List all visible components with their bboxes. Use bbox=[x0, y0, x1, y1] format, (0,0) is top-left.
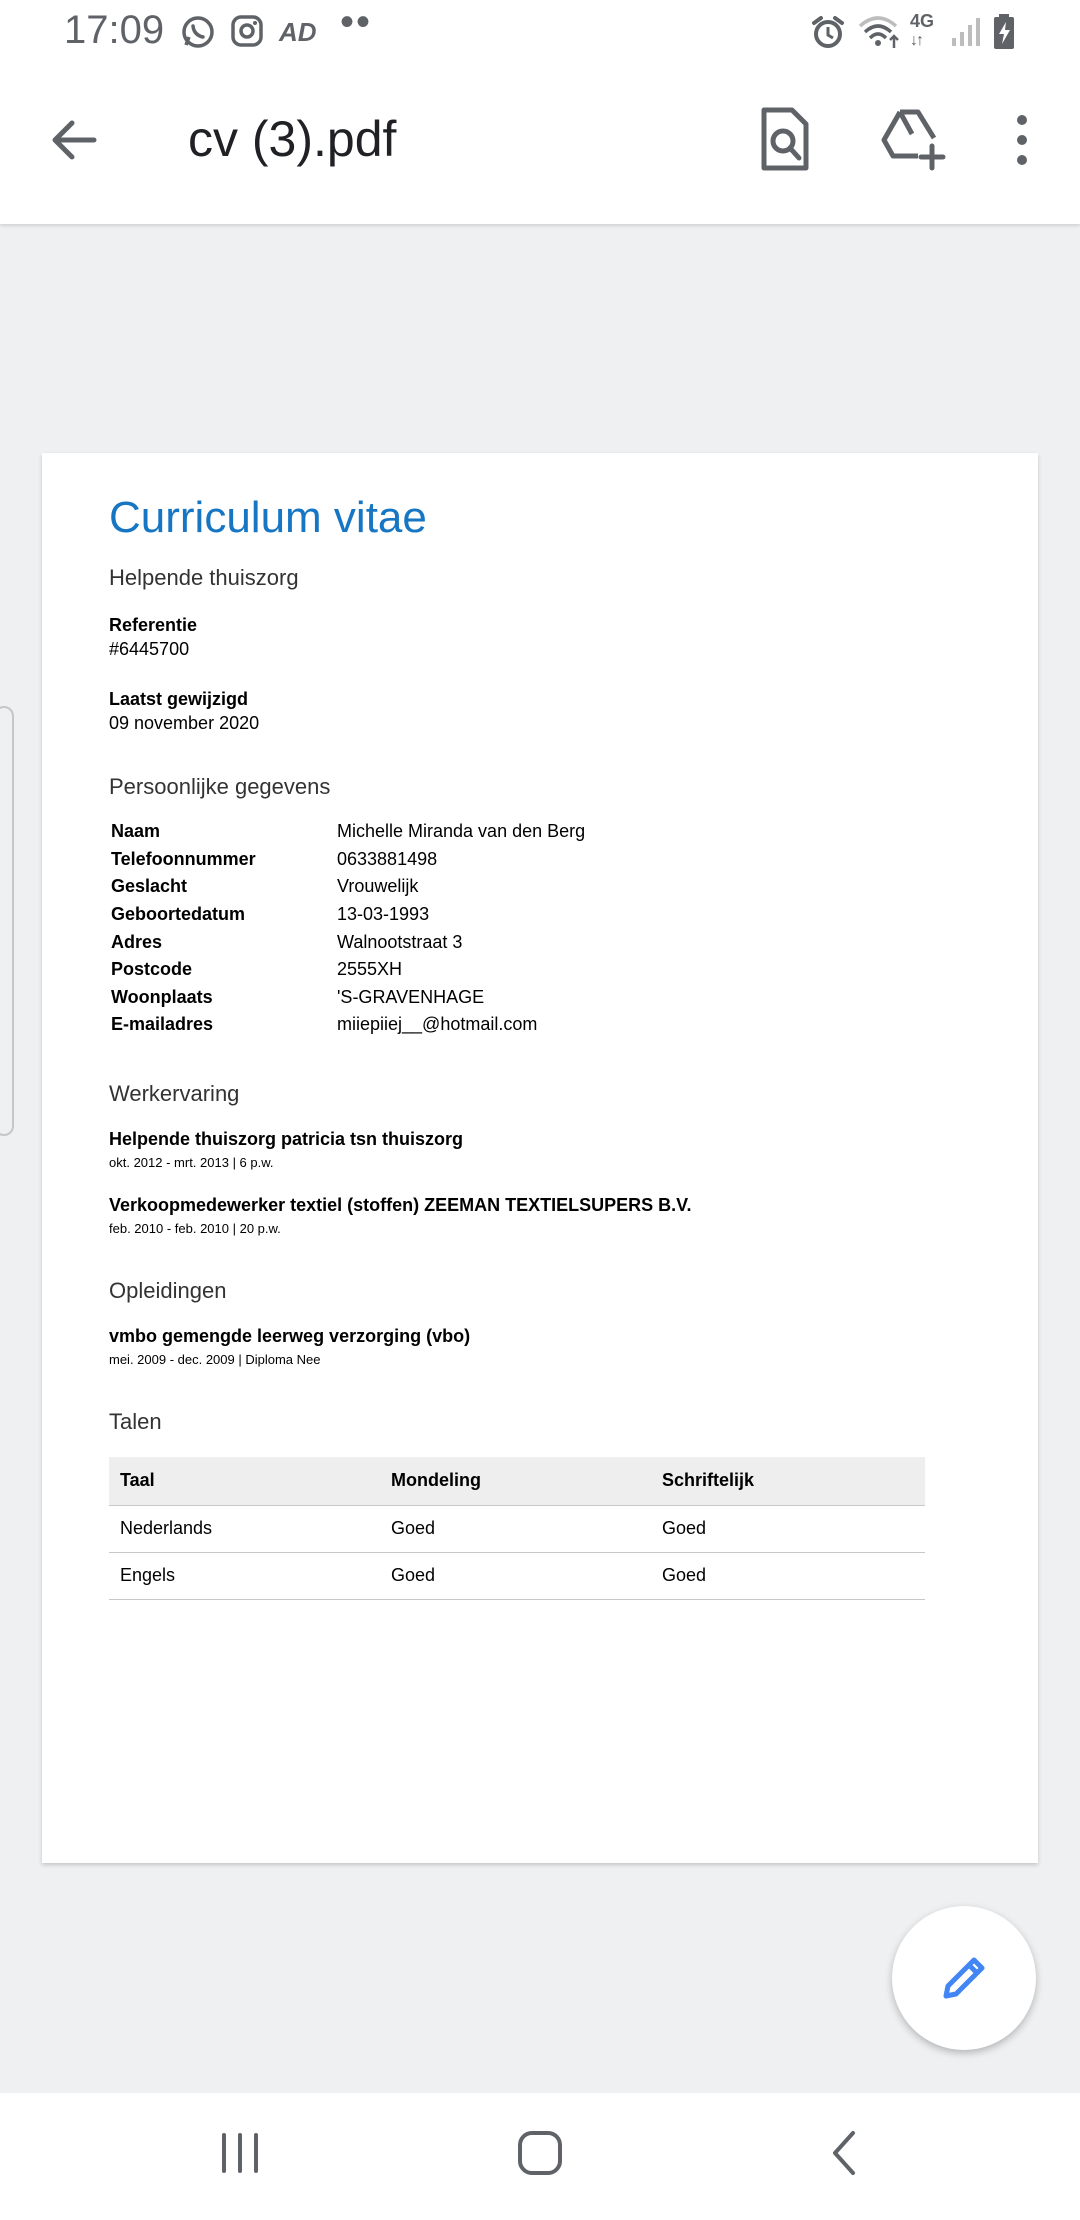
side-panel-handle[interactable] bbox=[0, 706, 14, 1136]
add-to-drive-icon bbox=[878, 104, 946, 172]
edit-fab-button[interactable] bbox=[892, 1906, 1036, 2050]
table-cell: Nederlands bbox=[109, 1505, 380, 1552]
home-button[interactable] bbox=[510, 2123, 570, 2183]
alarm-icon bbox=[810, 14, 846, 50]
detail-key: Postcode bbox=[111, 959, 193, 980]
svg-text:AD: AD bbox=[279, 17, 317, 47]
back-nav-icon bbox=[815, 2123, 875, 2183]
signal-icon bbox=[950, 14, 984, 48]
education-title: vmbo gemengde leerweg verzorging (vbo) bbox=[109, 1325, 471, 1346]
detail-value: 0633881498 bbox=[337, 848, 438, 869]
column-header: Taal bbox=[109, 1457, 380, 1506]
table-row bbox=[109, 928, 587, 956]
table-row bbox=[109, 846, 587, 874]
reference-label: Referentie bbox=[109, 615, 198, 635]
table-cell: Goed bbox=[651, 1505, 925, 1552]
system-nav-bar bbox=[0, 2093, 1080, 2220]
wifi-icon bbox=[858, 14, 902, 50]
find-in-document-button[interactable] bbox=[752, 106, 816, 174]
detail-value: 2555XH bbox=[337, 959, 403, 980]
languages-heading: Talen bbox=[109, 1408, 162, 1434]
table-row bbox=[109, 901, 587, 929]
more-vert-icon bbox=[1002, 110, 1042, 170]
work-heading: Werkervaring bbox=[109, 1080, 240, 1106]
modified-value: 09 november 2020 bbox=[109, 713, 260, 733]
back-button[interactable] bbox=[44, 110, 104, 170]
work-meta: feb. 2010 - feb. 2010 | 20 p.w. bbox=[109, 1220, 281, 1236]
work-item bbox=[109, 1195, 929, 1236]
recents-button[interactable] bbox=[210, 2123, 270, 2183]
whatsapp-icon bbox=[180, 14, 216, 50]
work-title: Verkoopmedewerker textiel (stoffen) ZEEMAN TEXTIELSUPERS B.V. bbox=[109, 1194, 692, 1215]
table-cell: Goed bbox=[380, 1552, 651, 1599]
reference-value: #6445700 bbox=[109, 639, 190, 659]
table-cell: Goed bbox=[651, 1552, 925, 1599]
instagram-icon bbox=[230, 14, 264, 48]
detail-value: 13-03-1993 bbox=[337, 904, 430, 925]
app-bar bbox=[0, 66, 1080, 224]
personal-details-table bbox=[109, 818, 587, 1039]
table-header-row bbox=[109, 1457, 925, 1506]
detail-value: 'S-GRAVENHAGE bbox=[337, 986, 485, 1007]
modified-label: Laatst gewijzigd bbox=[109, 689, 249, 709]
table-row bbox=[109, 956, 587, 984]
detail-value: miiepiiej__@hotmail.com bbox=[337, 1014, 538, 1035]
personal-heading: Persoonlijke gegevens bbox=[109, 774, 331, 799]
detail-value: Michelle Miranda van den Berg bbox=[337, 821, 586, 842]
table-row bbox=[109, 1011, 587, 1039]
work-item bbox=[109, 1129, 929, 1170]
recents-icon bbox=[210, 2123, 270, 2183]
table-row bbox=[109, 1505, 925, 1552]
battery-charging-icon bbox=[992, 14, 1016, 50]
find-in-document-icon bbox=[752, 106, 816, 174]
reference-block bbox=[109, 615, 929, 660]
detail-key: Geslacht bbox=[111, 876, 188, 897]
detail-key: Telefoonnummer bbox=[111, 848, 256, 869]
work-meta: okt. 2012 - mrt. 2013 | 6 p.w. bbox=[109, 1154, 274, 1170]
ad-app-icon bbox=[278, 14, 318, 48]
modified-block bbox=[109, 689, 929, 734]
education-heading: Opleidingen bbox=[109, 1277, 227, 1303]
status-bar bbox=[0, 0, 1080, 66]
table-cell: Engels bbox=[109, 1552, 380, 1599]
home-icon bbox=[510, 2123, 570, 2183]
detail-value: Walnootstraat 3 bbox=[337, 931, 463, 952]
back-nav-button[interactable] bbox=[815, 2123, 875, 2183]
cv-title: Curriculum vitae bbox=[109, 493, 427, 542]
education-meta: mei. 2009 - dec. 2009 | Diploma Nee bbox=[109, 1351, 321, 1367]
overflow-dots: •• bbox=[340, 0, 373, 44]
table-row bbox=[109, 818, 587, 846]
detail-key: Woonplaats bbox=[111, 986, 213, 1007]
edit-pencil-icon bbox=[936, 1950, 992, 2006]
more-options-button[interactable] bbox=[1002, 110, 1042, 170]
network-type-label: 4G ↓↑ bbox=[910, 11, 935, 49]
column-header: Schriftelijk bbox=[651, 1457, 925, 1506]
add-to-drive-button[interactable] bbox=[878, 104, 946, 172]
detail-key: Geboortedatum bbox=[111, 904, 246, 925]
detail-key: Naam bbox=[111, 821, 161, 842]
pdf-content bbox=[109, 493, 929, 1600]
table-cell: Goed bbox=[380, 1505, 651, 1552]
work-title: Helpende thuiszorg patricia tsn thuiszorg bbox=[109, 1128, 464, 1149]
table-row bbox=[109, 984, 587, 1012]
document-title: cv (3).pdf bbox=[188, 111, 397, 167]
detail-key: E-mailadres bbox=[111, 1014, 214, 1035]
languages-table bbox=[109, 1457, 925, 1600]
detail-value: Vrouwelijk bbox=[337, 876, 419, 897]
pdf-page bbox=[42, 453, 1038, 1863]
detail-key: Adres bbox=[111, 931, 163, 952]
table-row bbox=[109, 873, 587, 901]
back-arrow-icon bbox=[44, 110, 104, 170]
column-header: Mondeling bbox=[380, 1457, 651, 1506]
cv-subtitle: Helpende thuiszorg bbox=[109, 565, 299, 590]
table-row bbox=[109, 1552, 925, 1599]
status-time: 17:09 bbox=[64, 8, 165, 52]
education-item bbox=[109, 1326, 929, 1367]
